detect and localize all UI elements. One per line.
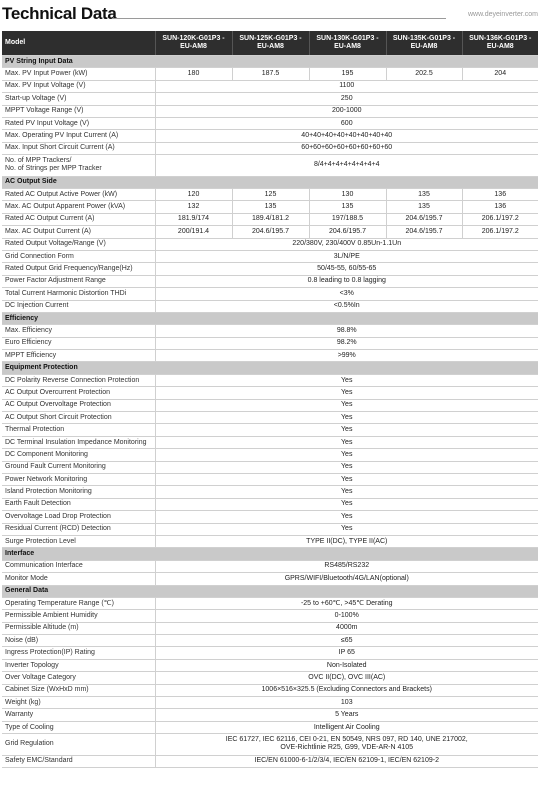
table-row (2, 523, 538, 535)
row-label: Overvoltage Load Drop Protection (2, 511, 155, 523)
table-row (2, 672, 538, 684)
row-label: Ingress Protection(IP) Rating (2, 647, 155, 659)
row-value: 0.8 leading to 0.8 lagging (155, 275, 538, 287)
section-header-row (2, 56, 538, 68)
row-value: Non-Isolated (155, 659, 538, 671)
table-row (2, 474, 538, 486)
row-value: 103 (155, 697, 538, 709)
row-value: 4000m (155, 622, 538, 634)
section-title: Interface (2, 548, 538, 560)
section-header-row (2, 548, 538, 560)
model-column-header: SUN-135K-G01P3 -EU-AM8 (386, 31, 462, 56)
row-label: Over Voltage Category (2, 672, 155, 684)
table-header-row (2, 31, 538, 56)
table-body (2, 56, 538, 768)
section-header-row (2, 312, 538, 324)
row-label: Grid Connection Form (2, 250, 155, 262)
row-value: Yes (155, 374, 538, 386)
table-row (2, 226, 538, 238)
row-value: TYPE II(DC), TYPE II(AC) (155, 535, 538, 547)
row-value: 98.2% (155, 337, 538, 349)
row-value: <0.5%In (155, 300, 538, 312)
row-value: 60+60+60+60+60+60+60+60 (155, 142, 538, 154)
row-value: 8/4+4+4+4+4+4+4+4 (155, 155, 538, 177)
row-value: RS485/RS232 (155, 560, 538, 572)
table-row (2, 117, 538, 129)
section-header-row (2, 585, 538, 597)
table-row (2, 263, 538, 275)
row-value: Yes (155, 399, 538, 411)
table-row (2, 189, 538, 201)
row-value: Yes (155, 474, 538, 486)
row-value: Yes (155, 449, 538, 461)
row-value: 206.1/197.2 (462, 226, 538, 238)
row-value: <3% (155, 288, 538, 300)
row-value: 200/191.4 (155, 226, 232, 238)
row-label: MPPT Efficiency (2, 350, 155, 362)
table-row (2, 213, 538, 225)
table-row (2, 374, 538, 386)
row-value: 120 (155, 189, 232, 201)
model-column-header: SUN-136K-G01P3 -EU-AM8 (462, 31, 538, 56)
row-value: ≤65 (155, 635, 538, 647)
row-value: 136 (462, 201, 538, 213)
row-label: Grid Regulation (2, 734, 155, 756)
row-label: Power Network Monitoring (2, 474, 155, 486)
table-row (2, 734, 538, 756)
row-value: Yes (155, 511, 538, 523)
row-label: DC Component Monitoring (2, 449, 155, 461)
table-row (2, 250, 538, 262)
table-row (2, 424, 538, 436)
table-row (2, 68, 538, 80)
row-value: GPRS/WIFI/Bluetooth/4G/LAN(optional) (155, 573, 538, 585)
row-label: Operating Temperature Range (℃) (2, 597, 155, 609)
row-label: Type of Cooling (2, 721, 155, 733)
row-value: 220/380V, 230/400V 0.85Un-1.1Un (155, 238, 538, 250)
row-label: Start-up Voltage (V) (2, 93, 155, 105)
table-row (2, 535, 538, 547)
row-value: 132 (155, 201, 232, 213)
row-label: Island Protection Monitoring (2, 486, 155, 498)
row-value: 187.5 (232, 68, 309, 80)
row-label: DC Terminal Insulation Impedance Monitoring (2, 436, 155, 448)
table-row (2, 461, 538, 473)
table-row (2, 721, 538, 733)
row-value: 195 (309, 68, 386, 80)
row-value: 135 (386, 189, 462, 201)
row-value: 250 (155, 93, 538, 105)
row-label: AC Output Overvoltage Protection (2, 399, 155, 411)
row-label: Max. Input Short Circuit Current (A) (2, 142, 155, 154)
row-label: Rated AC Output Active Power (kW) (2, 189, 155, 201)
table-row (2, 130, 538, 142)
row-label: Max. PV Input Power (kW) (2, 68, 155, 80)
row-value: 98.8% (155, 325, 538, 337)
row-label: Residual Current (RCD) Detection (2, 523, 155, 535)
row-value: Yes (155, 461, 538, 473)
table-row (2, 275, 538, 287)
row-label: Total Current Harmonic Distortion THDi (2, 288, 155, 300)
row-value: 135 (309, 201, 386, 213)
table-row (2, 300, 538, 312)
row-value: 125 (232, 189, 309, 201)
row-value: Yes (155, 412, 538, 424)
table-row (2, 80, 538, 92)
row-label: Max. Operating PV Input Current (A) (2, 130, 155, 142)
row-label: DC Injection Current (2, 300, 155, 312)
row-value: >99% (155, 350, 538, 362)
row-label: Rated Output Grid Frequency/Range(Hz) (2, 263, 155, 275)
row-value: OVC II(DC), OVC III(AC) (155, 672, 538, 684)
table-row (2, 486, 538, 498)
table-row (2, 350, 538, 362)
row-value: 189.4/181.2 (232, 213, 309, 225)
row-value: Intelligent Air Cooling (155, 721, 538, 733)
row-label: Max. PV Input Voltage (V) (2, 80, 155, 92)
header-divider (112, 18, 446, 19)
row-value: 204.6/195.7 (309, 226, 386, 238)
row-value: 1100 (155, 80, 538, 92)
row-label: Rated Output Voltage/Range (V) (2, 238, 155, 250)
section-title: General Data (2, 585, 538, 597)
row-label: Cabinet Size (WxHxD mm) (2, 684, 155, 696)
row-label: Euro Efficiency (2, 337, 155, 349)
row-value: Yes (155, 424, 538, 436)
row-value: 40+40+40+40+40+40+40+40 (155, 130, 538, 142)
table-row (2, 142, 538, 154)
row-label: MPPT Voltage Range (V) (2, 105, 155, 117)
row-value: 204.6/195.7 (232, 226, 309, 238)
row-value: Yes (155, 387, 538, 399)
row-value: Yes (155, 436, 538, 448)
row-label: Permissible Ambient Humidity (2, 610, 155, 622)
row-value: 3L/N/PE (155, 250, 538, 262)
row-value: -25 to +60℃, >45℃ Derating (155, 597, 538, 609)
row-label: Permissible Altitude (m) (2, 622, 155, 634)
row-label: Weight (kg) (2, 697, 155, 709)
row-label: Safety EMC/Standard (2, 755, 155, 767)
row-label: Rated AC Output Current (A) (2, 213, 155, 225)
row-value: 135 (386, 201, 462, 213)
row-value: 600 (155, 117, 538, 129)
row-label: Ground Fault Current Monitoring (2, 461, 155, 473)
table-row (2, 622, 538, 634)
table-row (2, 597, 538, 609)
row-value: 130 (309, 189, 386, 201)
row-label: Warranty (2, 709, 155, 721)
table-row (2, 684, 538, 696)
row-label: Max. AC Output Current (A) (2, 226, 155, 238)
table-row (2, 449, 538, 461)
section-title: AC Output Side (2, 176, 538, 188)
row-label: Inverter Topology (2, 659, 155, 671)
row-label: Surge Protection Level (2, 535, 155, 547)
technical-data-table (2, 31, 538, 768)
table-row (2, 697, 538, 709)
row-value: 200-1000 (155, 105, 538, 117)
table-row (2, 511, 538, 523)
row-value: Yes (155, 486, 538, 498)
table-row (2, 155, 538, 177)
row-value: 5 Years (155, 709, 538, 721)
table-row (2, 659, 538, 671)
row-value: 180 (155, 68, 232, 80)
table-row (2, 325, 538, 337)
row-value: 135 (232, 201, 309, 213)
page-header (2, 4, 538, 26)
row-label: AC Output Short Circuit Protection (2, 412, 155, 424)
website-url: www.deyeinverter.com (467, 11, 538, 18)
row-label: DC Polarity Reverse Connection Protection (2, 374, 155, 386)
row-label: Max. Efficiency (2, 325, 155, 337)
row-value: 204.6/195.7 (386, 213, 462, 225)
row-value: IP 65 (155, 647, 538, 659)
row-label: No. of MPP Trackers/ No. of Strings per MPP Tracker (2, 155, 155, 177)
model-header: Model (2, 31, 155, 56)
row-label: Rated PV Input Voltage (V) (2, 117, 155, 129)
table-row (2, 201, 538, 213)
row-value: 1006×516×325.5 (Excluding Connectors and Brackets) (155, 684, 538, 696)
model-column-header: SUN-120K-G01P3 -EU-AM8 (155, 31, 232, 56)
row-label: Monitor Mode (2, 573, 155, 585)
row-label: Power Factor Adjustment Range (2, 275, 155, 287)
row-value: 202.5 (386, 68, 462, 80)
table-row (2, 647, 538, 659)
table-row (2, 105, 538, 117)
table-row (2, 93, 538, 105)
page-title: Technical Data (2, 4, 117, 23)
row-label: Max. AC Output Apparent Power (kVA) (2, 201, 155, 213)
row-value: 136 (462, 189, 538, 201)
section-header-row (2, 362, 538, 374)
section-title: Equipment Protection (2, 362, 538, 374)
table-row (2, 399, 538, 411)
row-label: AC Output Overcurrent Protection (2, 387, 155, 399)
row-value: 0-100% (155, 610, 538, 622)
row-value: 204 (462, 68, 538, 80)
row-value: 197/188.5 (309, 213, 386, 225)
section-header-row (2, 176, 538, 188)
table-row (2, 573, 538, 585)
table-row (2, 709, 538, 721)
table-row (2, 337, 538, 349)
table-row (2, 238, 538, 250)
table-row (2, 387, 538, 399)
section-title: Efficiency (2, 312, 538, 324)
row-value: Yes (155, 498, 538, 510)
table-row (2, 412, 538, 424)
table-row (2, 755, 538, 767)
table-row (2, 498, 538, 510)
row-value: 50/45-55, 60/55-65 (155, 263, 538, 275)
row-value: 206.1/197.2 (462, 213, 538, 225)
row-value: 204.6/195.7 (386, 226, 462, 238)
row-label: Earth Fault Detection (2, 498, 155, 510)
row-value: IEC 61727, IEC 62116, CEI 0-21, EN 50549, NRS 097, RD 140, UNE 217002, OVE-Richtlinie R25, G99, VDE-AR-N 4105 (155, 734, 538, 756)
row-value: 181.9/174 (155, 213, 232, 225)
table-row (2, 635, 538, 647)
table-row (2, 288, 538, 300)
row-label: Communication Interface (2, 560, 155, 572)
row-value: Yes (155, 523, 538, 535)
model-column-header: SUN-130K-G01P3 -EU-AM8 (309, 31, 386, 56)
row-value: IEC/EN 61000-6-1/2/3/4, IEC/EN 62109-1, IEC/EN 62109-2 (155, 755, 538, 767)
row-label: Noise (dB) (2, 635, 155, 647)
section-title: PV String Input Data (2, 56, 538, 68)
table-row (2, 436, 538, 448)
row-label: Thermal Protection (2, 424, 155, 436)
table-row (2, 610, 538, 622)
table-row (2, 560, 538, 572)
model-column-header: SUN-125K-G01P3 -EU-AM8 (232, 31, 309, 56)
